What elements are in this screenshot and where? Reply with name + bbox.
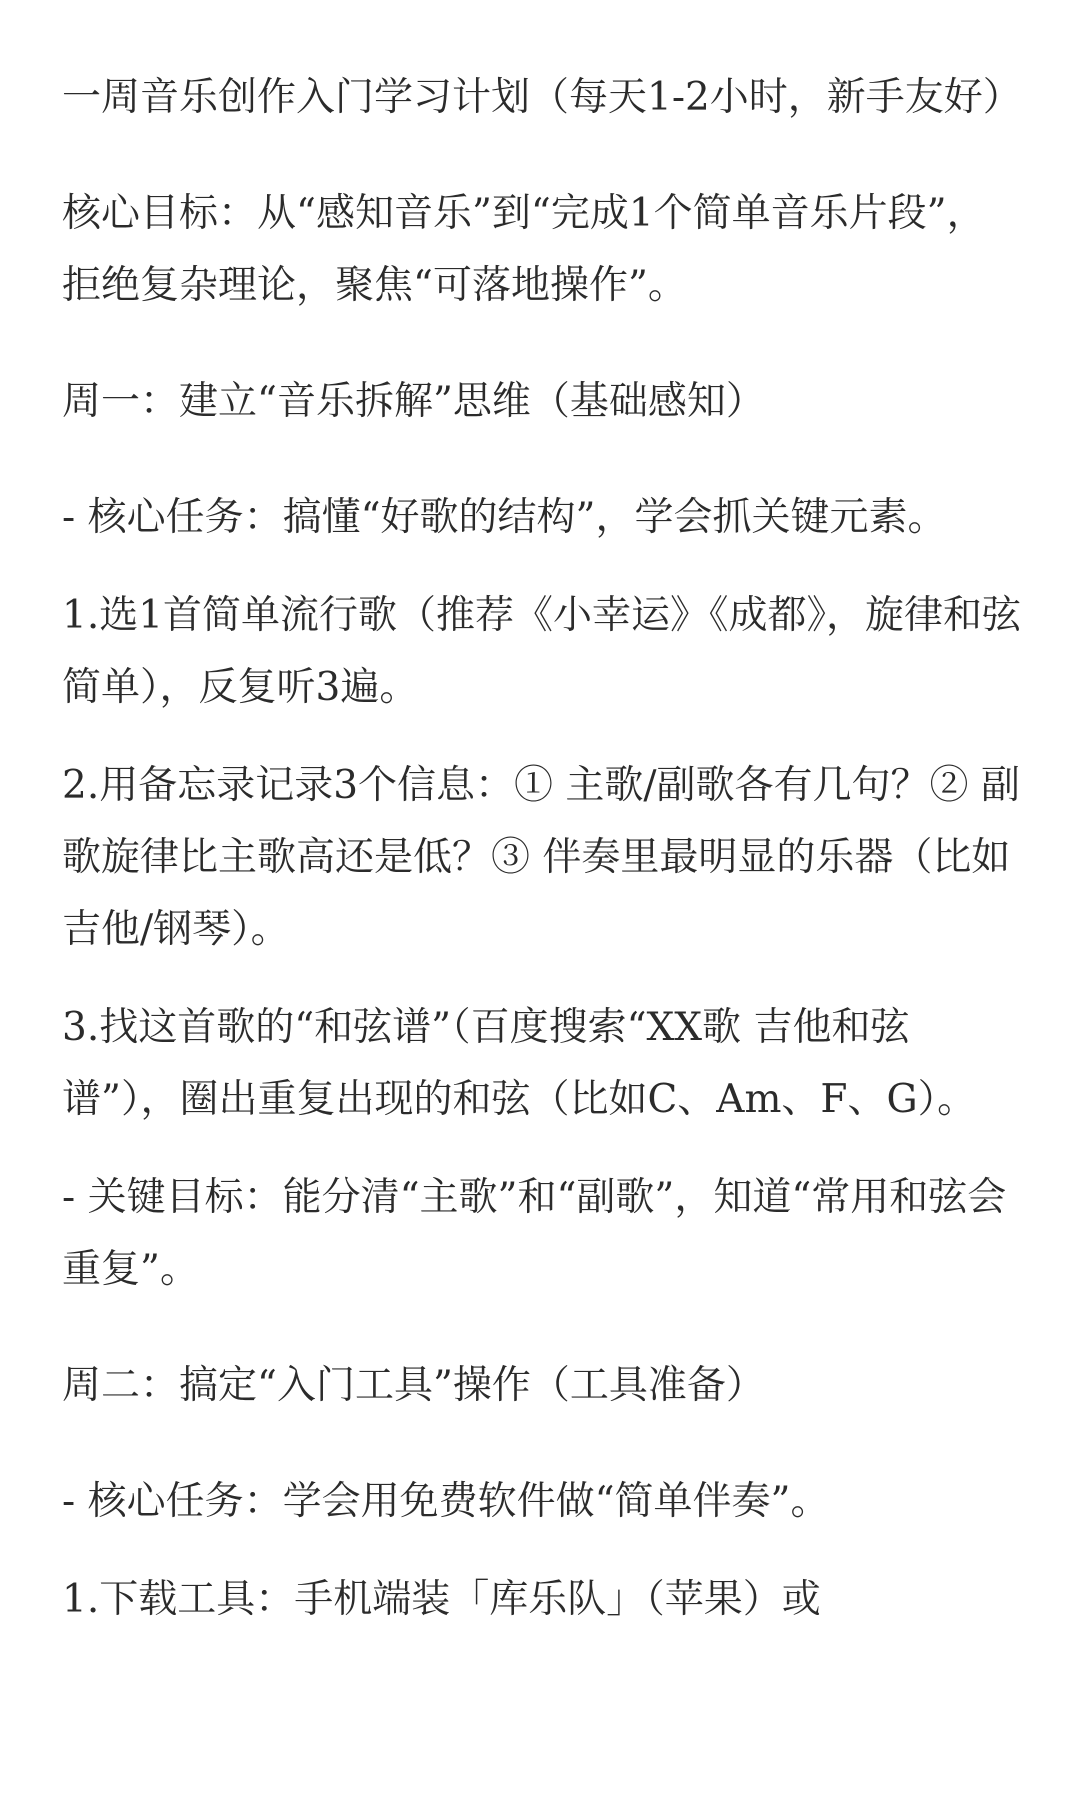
day-heading-tuesday: 周二：搞定“入门工具”操作（工具准备）: [62, 1363, 765, 1408]
article-title: 一周音乐创作入门学习计划（每天1-2小时，新手友好）: [62, 75, 1022, 120]
monday-key-goal: - 关键目标：能分清“主歌”和“副歌”，知道“常用和弦会重复”。: [62, 1175, 1007, 1292]
tuesday-core-task: - 核心任务：学会用免费软件做“简单伴奏”。: [62, 1479, 830, 1524]
monday-core-task: - 核心任务：搞懂“好歌的结构”，学会抓关键元素。: [62, 495, 947, 540]
monday-step-2: 2.用备忘录记录3个信息：① 主歌/副歌各有几句？② 副歌旋律比主歌高还是低？③ 伴奏里最明显的乐器（比如吉他/钢琴）。: [62, 763, 1020, 952]
monday-step-3: 3.找这首歌的“和弦谱”（百度搜索“XX歌 吉他和弦谱”），圈出重复出现的和弦（比如C、Am、F、G）。: [62, 1005, 977, 1122]
article: [62, 62, 1022, 1636]
monday-step-1: 1.选1首简单流行歌（推荐《小幸运》《成都》，旋律和弦简单），反复听3遍。: [62, 593, 1022, 710]
core-goal: 核心目标：从“感知音乐”到“完成1个简单音乐片段”，拒绝复杂理论，聚焦“可落地操作”。: [62, 191, 986, 308]
day-heading-monday: 周一：建立“音乐拆解”思维（基础感知）: [62, 379, 765, 424]
tuesday-step-1: 1.下载工具：手机端装「库乐队」（苹果）或: [62, 1577, 821, 1622]
